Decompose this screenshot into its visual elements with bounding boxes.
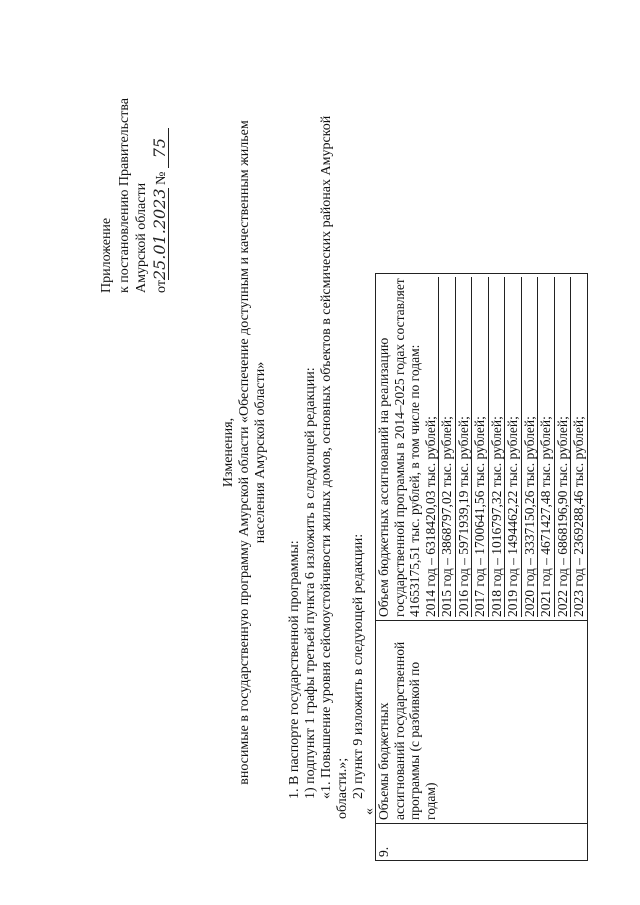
year-line: 2018 год – 1016797,32 тыс. рублей;	[489, 277, 506, 617]
appendix-date-line	[151, 98, 171, 293]
appendix-line-resolution: к постановлению Правительства	[116, 97, 132, 293]
appendix-title: Приложение	[99, 217, 114, 293]
document-title	[221, 0, 269, 905]
paragraph-4: области.»;	[335, 757, 350, 819]
year-line: 2021 год – 4671427,48 тыс. рублей;	[538, 277, 555, 617]
paragraph-1: 1. В паспорте государственной программы:	[287, 540, 302, 799]
paragraph-5: 2) пункт 9 изложить в следующей редакции:	[351, 533, 366, 799]
paragraph-3: «1. Повышение уровня сейсмоустойчивости жилых домов, основных объектов в сейсмических районах Амурской	[319, 115, 334, 799]
appendix-line-region: Амурской области	[134, 182, 149, 293]
number-label: №	[153, 171, 169, 185]
year-line: 2022 год – 6868196,90 тыс. рублей;	[555, 277, 572, 617]
year-line: 2023 год – 2369288,46 тыс. рублей;	[571, 416, 586, 617]
row-label: Объемы бюджетных ассигнований государственной программы (с разбивкой по годам)	[376, 621, 588, 824]
table-row	[376, 274, 588, 861]
title-line-1: вносимые в государственную программу Амурской области «Обеспечение доступным и качественным жильем	[237, 120, 252, 785]
handwritten-number: 75	[151, 128, 170, 168]
row-value	[376, 274, 588, 621]
handwritten-date: 25.01.2023	[149, 188, 169, 281]
year-line: 2015 год – 3868797,02 тыс. рублей;	[439, 277, 456, 617]
title-line-2: населения Амурской области»	[253, 361, 268, 544]
funding-intro: Объем бюджетных ассигнований на реализацию государственной программы в 2014–2025 годах составляет 41653175,51 тыс. рублей, в том числе по годам:	[376, 278, 422, 617]
year-line: 2019 год – 1494462,22 тыс. рублей;	[505, 277, 522, 617]
date-prefix: от	[153, 280, 169, 293]
opening-quote: «	[362, 808, 377, 815]
year-line: 2016 год – 5971939,19 тыс. рублей;	[456, 277, 473, 617]
funding-table	[375, 273, 588, 861]
year-line: 2017 год – 1700641,56 тыс. рублей;	[472, 277, 489, 617]
year-line: 2014 год – 6318420,03 тыс. рублей;	[423, 277, 440, 617]
appendix-block	[98, 98, 170, 293]
year-line: 2020 год – 3337150,26 тыс. рублей;	[522, 277, 539, 617]
paragraph-2: 1) подпункт 1 графы третьей пункта 6 изложить в следующей редакции:	[303, 367, 318, 799]
row-number: 9.	[376, 824, 588, 861]
title-heading: Изменения,	[221, 417, 236, 488]
